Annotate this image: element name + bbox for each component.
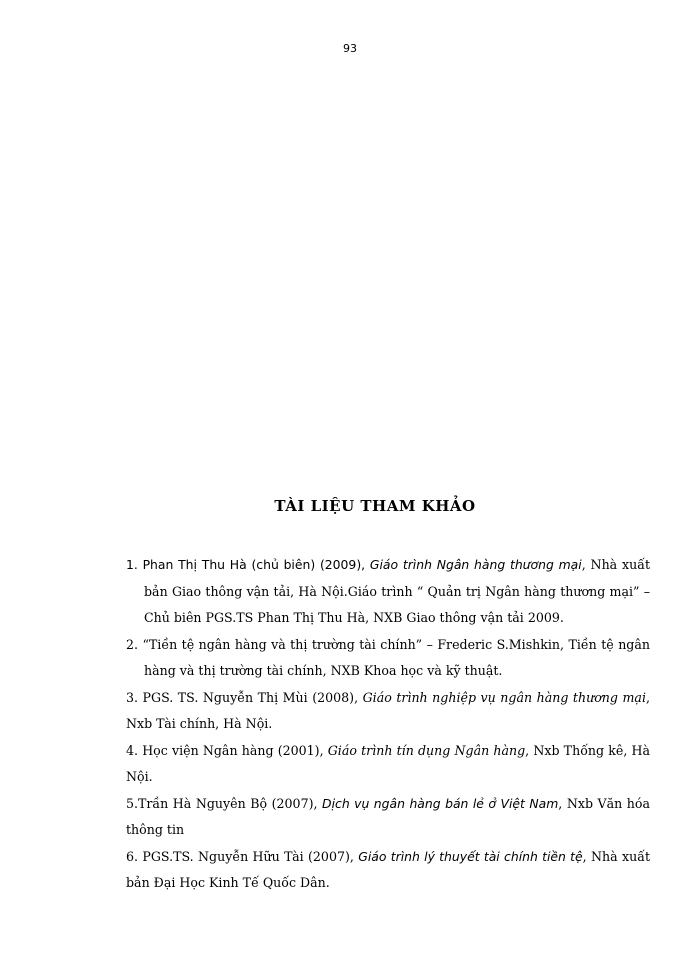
reference-item-5 [126,791,650,844]
reference-item-6 [126,844,650,897]
reference-title: Giáo trình lý thuyết tài chính tiền tệ [358,848,583,864]
reference-text: , Nxb Thống kê, Hà Nội. [126,742,650,784]
reference-list [126,552,650,897]
reference-text: 5.Trần Hà Nguyên Bộ (2007), [126,795,323,811]
reference-item-2 [126,632,650,685]
reference-item-3 [126,685,650,738]
reference-text: , Nhà xuất bản Giao thông vận tải, Hà Nội.Giáo trình “ Quản trị Ngân hàng thương mại” – Chủ biên PGS.TS Phan Thị Thu Hà, NXB Giao thông vận tải 2009. [144,557,651,625]
reference-text: 6. PGS.TS. Nguyễn Hữu Tài (2007), [126,848,359,864]
reference-title: Dịch vụ ngân hàng bán lẻ ở Việt Nam [322,795,559,811]
reference-item-1 [126,552,650,632]
reference-text: , Nhà xuất bản Đại Học Kinh Tế Quốc Dân. [126,848,651,890]
reference-text: , Nxb Tài chính, Hà Nội. [126,689,650,731]
reference-title: Giáo trình Ngân hàng thương mại [369,557,582,572]
reference-title: Giáo trình nghiệp vụ ngân hàng thương mại [362,689,646,705]
reference-text: 3. PGS. TS. Nguyễn Thị Mùi (2008), [126,689,363,705]
reference-text: 4. Học viện Ngân hàng (2001), [126,742,328,758]
reference-text: , Nxb Văn hóa thông tin [126,795,650,837]
reference-title: Giáo trình tín dụng Ngân hàng [327,742,526,758]
reference-text: 1. Phan Thị Thu Hà (chủ biên) (2009), [126,557,370,572]
reference-text: 2. “Tiền tệ ngân hàng và thị trường tài chính” – Frederic S.Mishkin, Tiền tệ ngân hàng và thị trường tài chính, NXB Khoa học và kỹ thuật. [126,636,650,678]
reference-item-4 [126,738,650,791]
page-title: TÀI LIỆU THAM KHẢO [274,497,476,515]
page-number: 93 [343,42,357,55]
